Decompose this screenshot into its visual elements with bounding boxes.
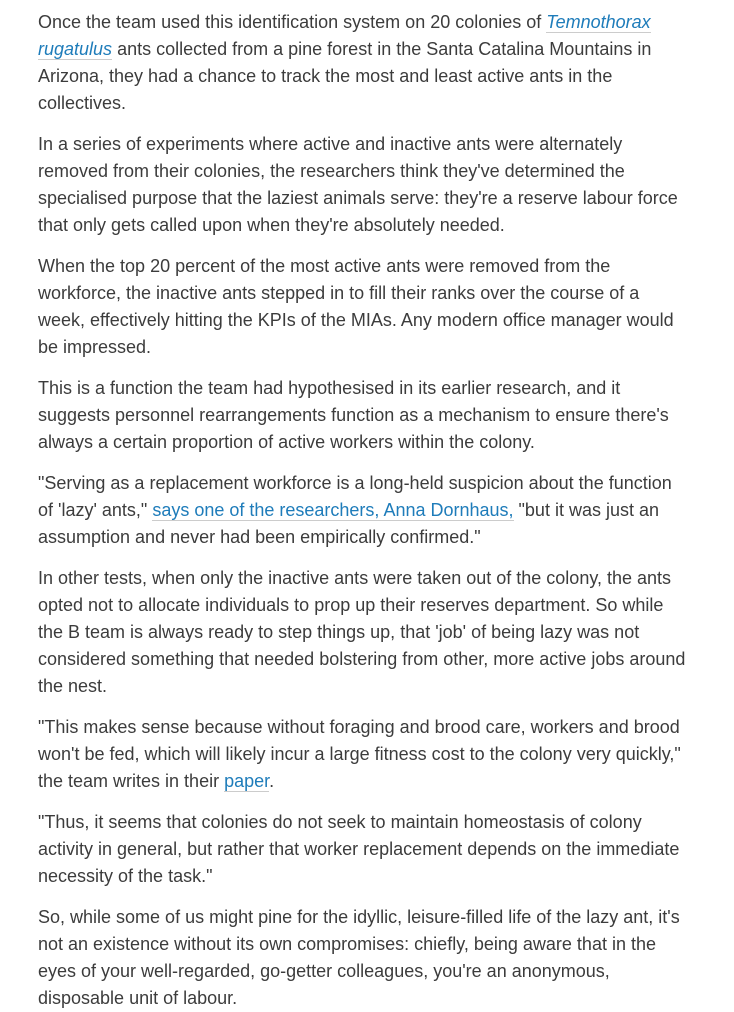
paragraph [38, 714, 690, 795]
text-segment: ants collected from a pine forest in the Santa Catalina Mountains in Arizona, they had a chance to track the most and least active ants in the collectives. [38, 39, 652, 113]
link-says-anna-dornhaus[interactable]: says one of the researchers, Anna Dornhaus, [152, 500, 514, 520]
text-segment: Once the team used this identification system on 20 colonies of [38, 12, 547, 32]
paragraph [38, 470, 690, 551]
paragraph [38, 904, 690, 1012]
paragraph [38, 9, 690, 117]
link-paper[interactable]: paper [224, 771, 270, 791]
text-segment: "This makes sense because without foraging and brood care, workers and brood won't be fed, which will likely incur a large fitness cost to the colony very quickly," the team writes in their [38, 717, 681, 791]
text-segment: This is a function the team had hypothesised in its earlier research, and it suggests personnel rearrangements function as a mechanism to ensure there's always a certain proportion of active workers within the colony. [38, 378, 669, 452]
link-temnothorax-rugatulus[interactable]: Temnothorax rugatulus [38, 12, 651, 59]
text-segment: "but it was just an assumption and never had been empirically confirmed." [38, 500, 659, 547]
text-segment: In a series of experiments where active and inactive ants were alternately removed from their colonies, the researchers think they've determined the specialised purpose that the laziest animals serve: they're a reserve labour force that only gets called upon when they're absolutely needed. [38, 134, 678, 235]
paragraph [38, 809, 690, 890]
text-segment: When the top 20 percent of the most active ants were removed from the workforce, the inactive ants stepped in to fill their ranks over the course of a week, effectively hitting the KPIs of the MIAs. Any modern office manager would be impressed. [38, 256, 674, 357]
text-segment: So, while some of us might pine for the idyllic, leisure-filled life of the lazy ant, it's not an existence without its own compromises: chiefly, being aware that in the eyes of your well-regarded, go-getter colleagues, you're an anonymous, disposable unit of labour. [38, 907, 680, 1008]
text-segment: "Thus, it seems that colonies do not seek to maintain homeostasis of colony activity in general, but rather that worker replacement depends on the immediate necessity of the task." [38, 812, 680, 886]
paragraph [38, 131, 690, 239]
text-segment: "Serving as a replacement workforce is a long-held suspicion about the function of 'lazy' ants," [38, 473, 672, 520]
text-segment: . [269, 771, 275, 791]
paragraph [38, 253, 690, 361]
paragraph [38, 375, 690, 456]
paragraph [38, 565, 690, 700]
text-segment: In other tests, when only the inactive ants were taken out of the colony, the ants opted not to allocate individuals to prop up their reserves department. So while the B team is always ready to step things up, that 'job' of being lazy was not considered something that needed bolstering from other, more active jobs around the nest. [38, 568, 686, 696]
